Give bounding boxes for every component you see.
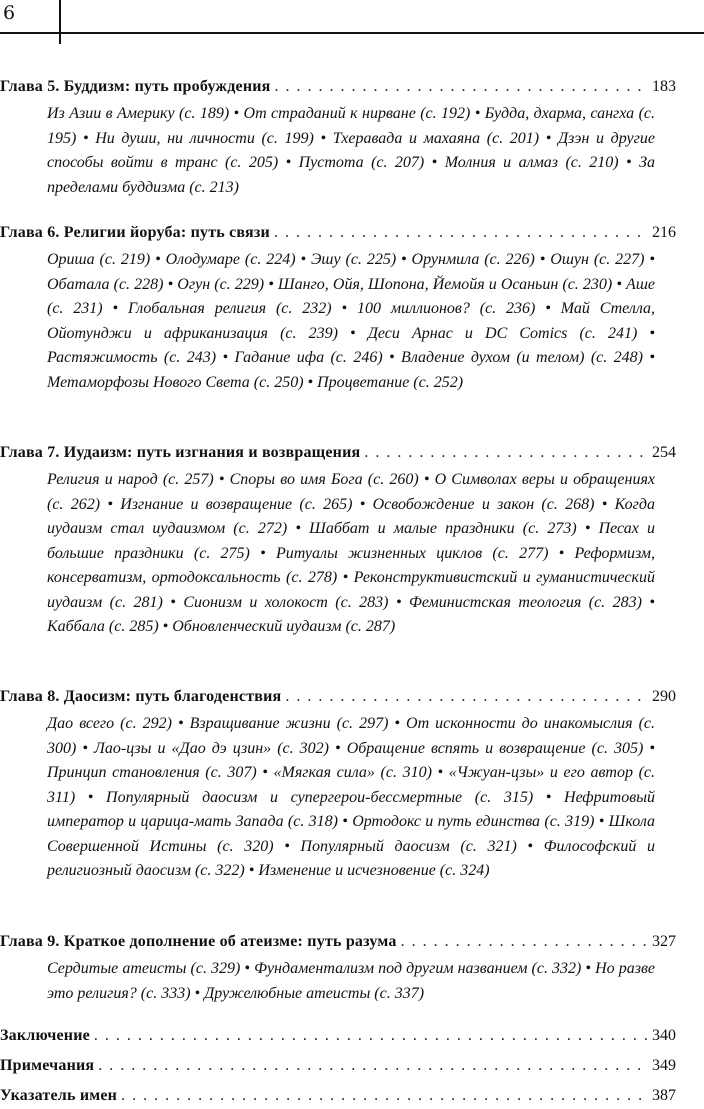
chapter-title: Глава 5. Буддизм: путь пробуждения <box>0 78 271 95</box>
chapter-title: Глава 6. Религии йоруба: путь связи <box>0 224 270 241</box>
chapter-heading <box>0 686 676 708</box>
page-number: 6 <box>3 2 16 24</box>
back-matter-notes <box>0 1055 676 1077</box>
dot-leader <box>121 1085 647 1107</box>
section-list: Дао всего (с. 292) • Взращивание жизни (с. 297) • От исконности до инакомыслия (с. 300) • Лао-цзы и «Дао дэ цзин» (с. 302) • Обращение вспять и возвращение (с. 305) • Принцип становления (с. 307) • «Мягкая сила» (с. 310) • «Чжуан-цзы» и его автор (с. 311) • Популярный даосизм и супергерои-бессмертные (с. 315) • Нефритовый император и царица-мать Запада (с. 318) • Ортодокс и путь единства (с. 319) • Школа Совершенной Истины (с. 320) • Популярный даосизм (с. 321) • Философский и религиозный даосизм (с. 322) • Изменение и исчезновение (с. 324) <box>47 715 655 879</box>
dot-leader <box>364 442 647 464</box>
dot-leader <box>275 76 647 98</box>
chapter-title: Глава 8. Даосизм: путь благоденствия <box>0 688 282 705</box>
chapter-heading <box>0 76 676 98</box>
dot-leader <box>98 1055 647 1077</box>
chapter-page: 349 <box>652 1057 676 1074</box>
chapter-title: Глава 7. Иудаизм: путь изгнания и возвращения <box>0 444 361 461</box>
chapter-heading <box>0 1025 676 1047</box>
chapter-title: Заключение <box>0 1027 90 1044</box>
chapter-6 <box>0 222 676 395</box>
section-list: Сердитые атеисты (с. 329) • Фундаментализм под другим названием (с. 332) • Но разве это религия? (с. 333) • Дружелюбные атеисты (с. 337) <box>47 960 655 1002</box>
header-divider-tick <box>59 0 61 44</box>
back-matter-conclusion <box>0 1025 676 1047</box>
chapter-title: Указатель имен <box>0 1087 118 1104</box>
chapter-page: 254 <box>652 444 676 461</box>
dot-leader <box>401 931 647 953</box>
section-list: Из Азии в Америку (с. 189) • От страданий к нирване (с. 192) • Будда, дхарма, сангха (с. 195) • Ни души, ни личности (с. 199) • Тхеравада и махаяна (с. 201) • Дзэн и другие способы войти в транс (с. 205) • Пустота (с. 207) • Молния и алмаз (с. 210) • За пределами буддизма (с. 213) <box>47 105 655 196</box>
dot-leader <box>94 1025 647 1047</box>
chapter-heading <box>0 1085 676 1107</box>
chapter-heading <box>0 442 676 464</box>
chapter-page: 327 <box>652 933 676 950</box>
section-list: Ориша (с. 219) • Олодумаре (с. 224) • Эшу (с. 225) • Орунмила (с. 226) • Ошун (с. 227) • Обатала (с. 228) • Огун (с. 229) • Шанго, Ойя, Шопона, Йемойя и Осаньин (с. 230) • Аше (с. 231) • Глобальная религия (с. 232) • 100 миллионов? (с. 236) • Май Стелла, Ойотунджи и африканизация (с. 239) • Деси Арнас и DC Comics (с. 241) • Растяжимость (с. 243) • Гадание ифа (с. 246) • Владение духом (и телом) (с. 248) • Метаморфозы Нового Света (с. 250) • Процветание (с. 252) <box>47 251 655 391</box>
chapter-page: 216 <box>652 224 676 241</box>
chapter-8 <box>0 686 676 884</box>
chapter-page: 387 <box>652 1087 676 1104</box>
chapter-7 <box>0 442 676 640</box>
chapter-9 <box>0 931 676 1006</box>
chapter-page: 183 <box>652 78 676 95</box>
chapter-page: 340 <box>652 1027 676 1044</box>
chapter-title: Примечания <box>0 1057 95 1074</box>
back-matter-index <box>0 1085 676 1107</box>
chapter-heading <box>0 222 676 244</box>
chapter-page: 290 <box>652 688 676 705</box>
section-list: Религия и народ (с. 257) • Споры во имя Бога (с. 260) • О Символах веры и обращениях (с. 262) • Изгнание и возвращение (с. 265) • Освобождение и закон (с. 268) • Когда иудаизм стал иудаизмом (с. 272) • Шаббат и малые праздники (с. 273) • Песах и большие праздники (с. 275) • Ритуалы жизненных циклов (с. 277) • Реформизм, консерватизм, ортодоксальность (с. 278) • Реконструктивистский и гуманистический иудаизм (с. 281) • Сионизм и холокост (с. 283) • Феминистская теология (с. 283) • Каббала (с. 285) • Обновленческий иудаизм (с. 287) <box>47 471 655 635</box>
header-rule <box>0 32 704 34</box>
chapter-title: Глава 9. Краткое дополнение об атеизме: путь разума <box>0 933 397 950</box>
dot-leader <box>285 686 647 708</box>
dot-leader <box>274 222 647 244</box>
chapter-5 <box>0 76 676 200</box>
chapter-heading <box>0 931 676 953</box>
chapter-heading <box>0 1055 676 1077</box>
